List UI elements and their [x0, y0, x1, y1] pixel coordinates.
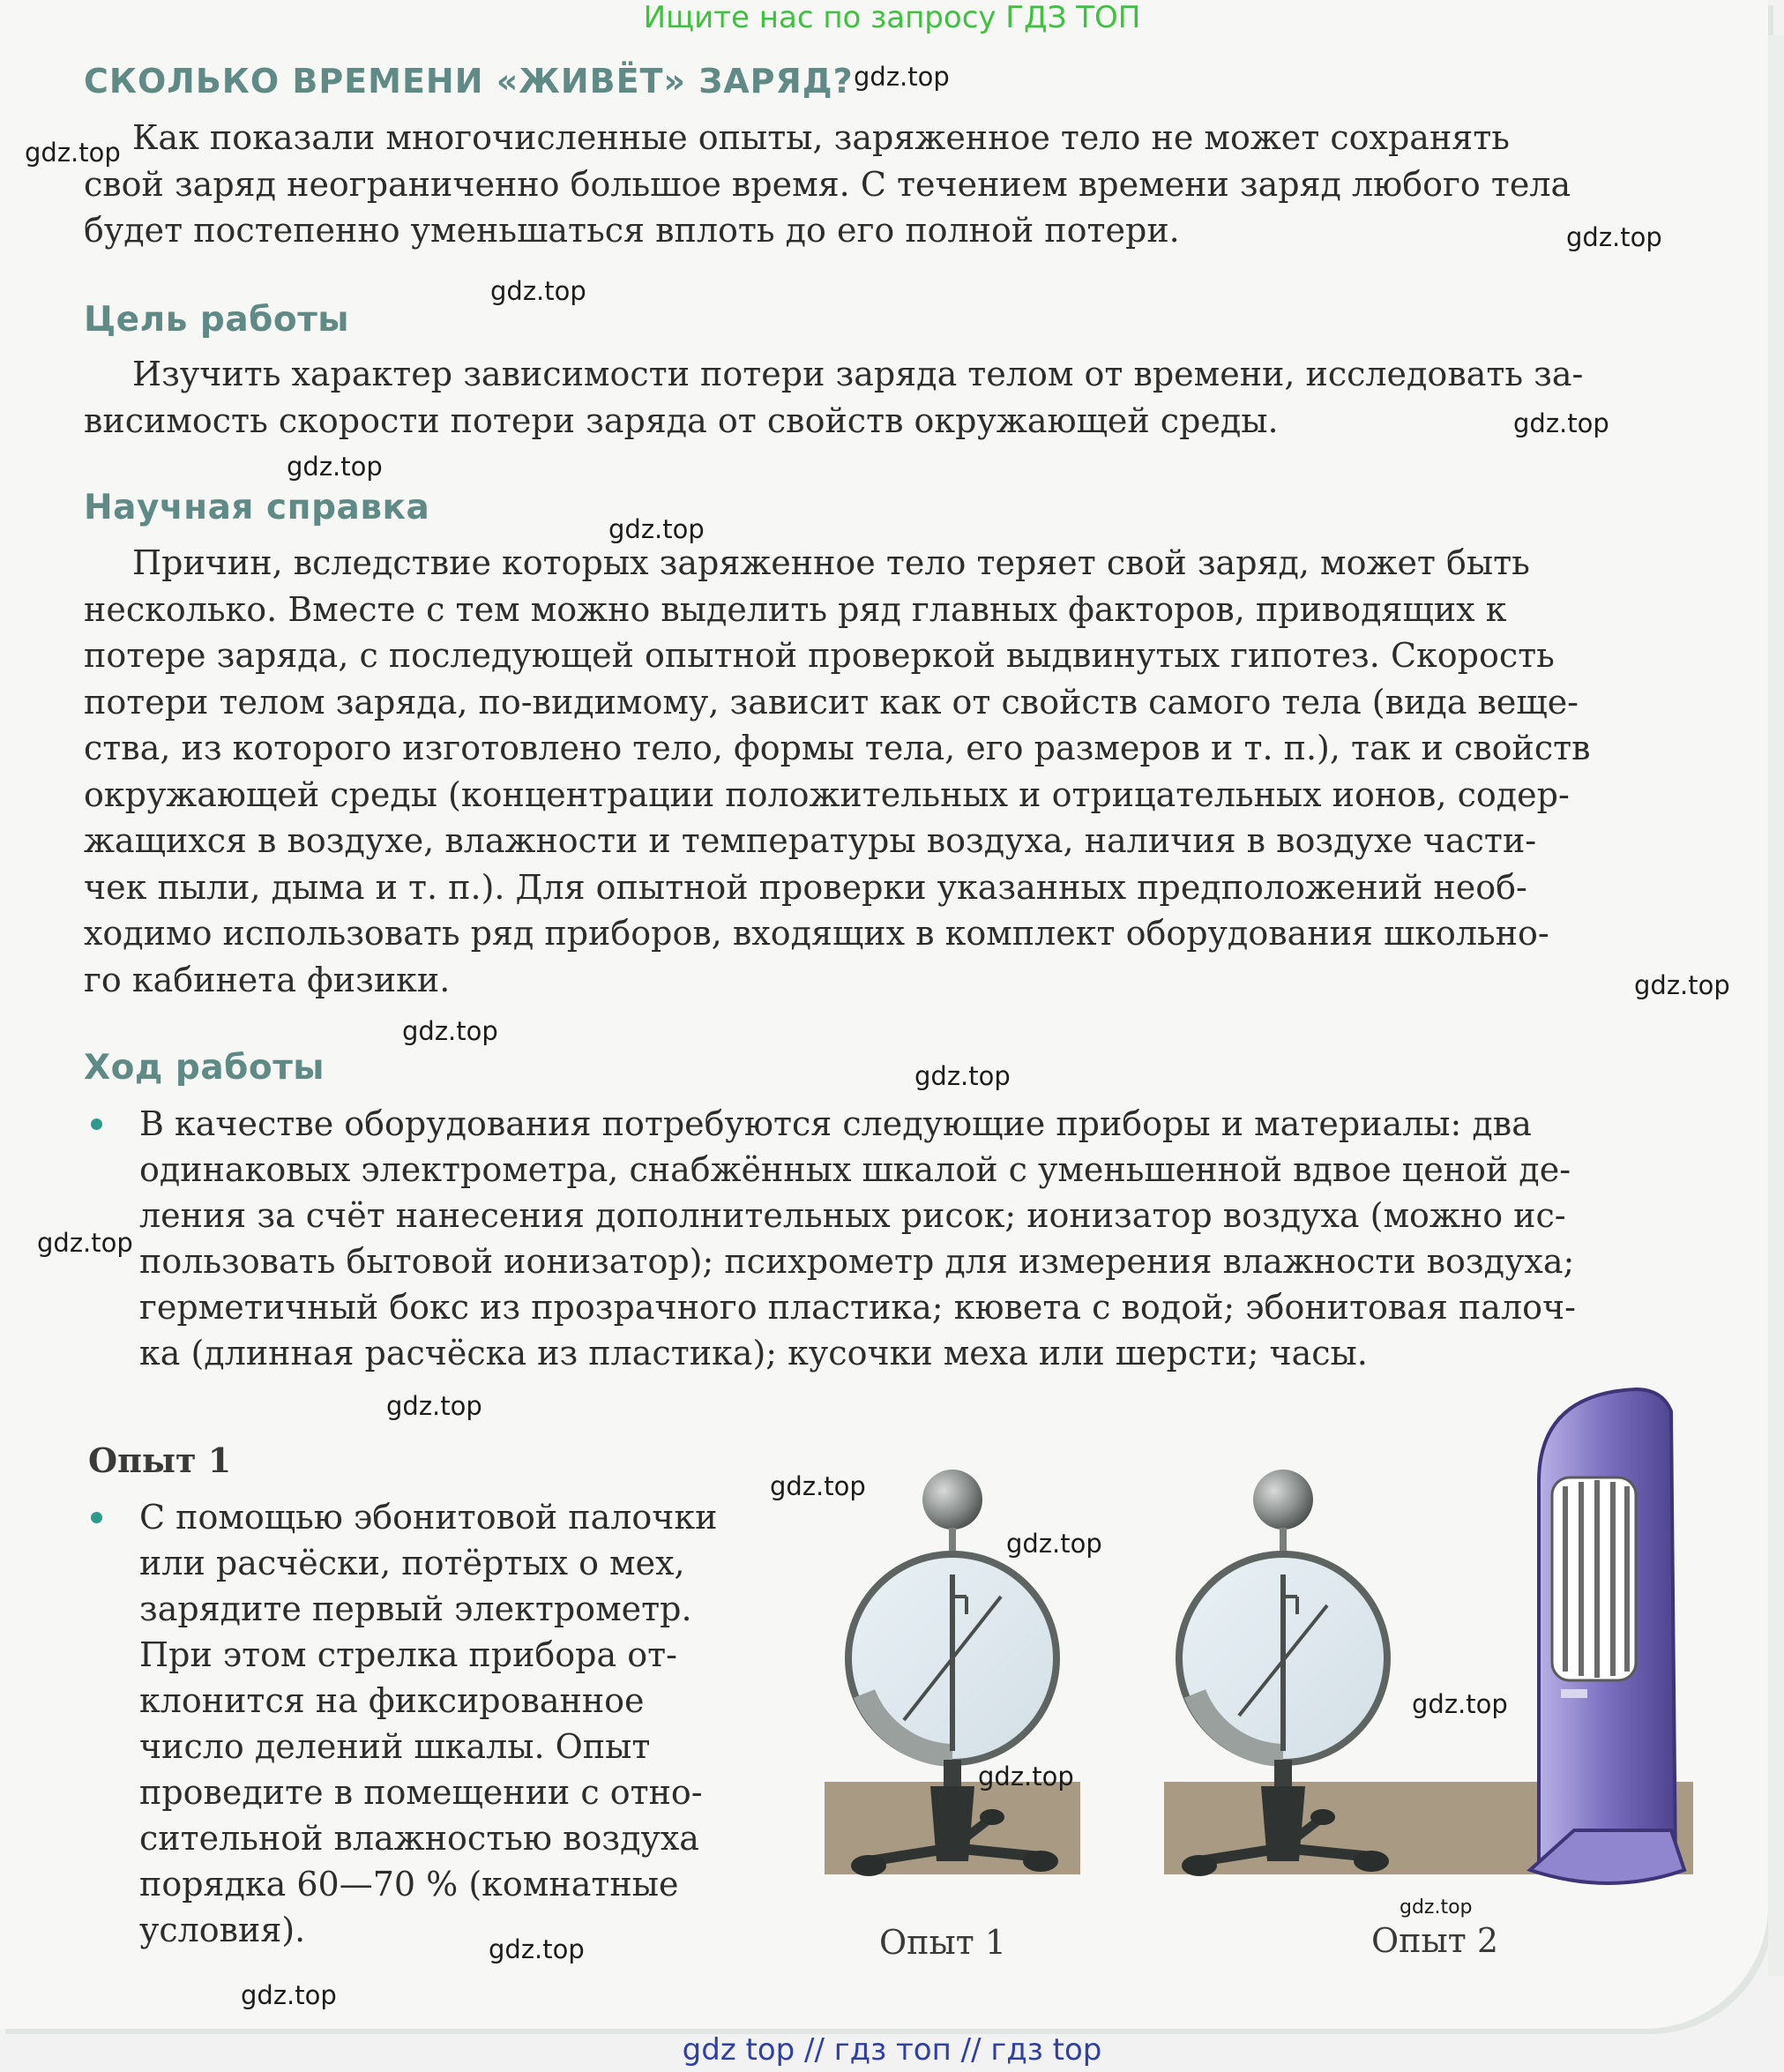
reference-line: чек пыли, дыма и т. п.). Для опытной проверки указанных предположений необ-	[84, 867, 1527, 907]
watermark: gdz.top	[241, 1980, 337, 2010]
reference-line: ходимо использовать ряд приборов, входящих в комплект оборудования школьно-	[84, 914, 1549, 953]
watermark: gdz.top	[386, 1391, 482, 1421]
watermark: gdz.top	[287, 452, 383, 482]
intro-line: свой заряд неограниченно большое время. С течением времени заряд любого тела	[84, 164, 1571, 204]
watermark: gdz.top	[914, 1061, 1011, 1091]
procedure-line: В качестве оборудования потребуются следующие приборы и материалы: два	[139, 1104, 1532, 1143]
procedure-item	[84, 1101, 1689, 1376]
top-banner[interactable]: Ищите нас по запросу ГДЗ ТОП	[643, 0, 1141, 35]
bullet-icon	[91, 1512, 102, 1523]
goal-paragraph	[84, 351, 1689, 444]
electrometer-ball	[1253, 1470, 1313, 1530]
intro-line: Как показали многочисленные опыты, заряженное тело не может сохранять	[132, 118, 1510, 157]
electrometer-ball	[922, 1470, 982, 1530]
bullet-icon	[91, 1118, 102, 1130]
figure1-caption: Опыт 1	[879, 1923, 1007, 1962]
procedure-line: ления за счёт нанесения дополнительных рисок; ионизатор воздуха (можно ис-	[139, 1196, 1566, 1235]
reference-line: окружающей среды (концентрации положительных и отрицательных ионов, содер-	[84, 774, 1570, 814]
watermark: gdz.top	[1006, 1529, 1102, 1559]
section-title: СКОЛЬКО ВРЕМЕНИ «ЖИВЁТ» ЗАРЯД?	[84, 62, 854, 101]
goal-line: Изучить характер зависимости потери заряда телом от времени, исследовать за-	[132, 355, 1584, 393]
experiment1-line: При этом стрелка прибора от-	[139, 1635, 677, 1674]
reference-line: жащихся в воздухе, влажности и температуры воздуха, наличия в воздухе части-	[84, 821, 1537, 860]
reference-line: потере заряда, с последующей опытной проверкой выдвинутых гипотез. Скорость	[84, 636, 1555, 675]
experiment1-line: условия).	[139, 1911, 306, 1949]
procedure-heading: Ход работы	[84, 1048, 325, 1088]
procedure-line: герметичный бокс из прозрачного пластика; кювета с водой; эбонитовая палоч-	[139, 1288, 1576, 1327]
watermark: gdz.top	[854, 62, 950, 92]
reference-line: ства, из которого изготовлено тело, формы тела, его размеров и т. п.), так и свойств	[84, 729, 1591, 767]
watermark: gdz.top	[1566, 222, 1662, 252]
experiment1-line: или расчёски, потёртых о мех,	[139, 1544, 685, 1582]
reference-heading: Научная справка	[84, 488, 430, 527]
experiment1-line: зарядите первый электрометр.	[139, 1590, 692, 1628]
watermark: gdz.top	[402, 1016, 498, 1046]
reference-line: Причин, вследствие которых заряженное тело теряет свой заряд, может быть	[132, 543, 1530, 582]
watermark: gdz.top	[37, 1228, 133, 1258]
watermark: gdz.top	[1412, 1689, 1508, 1719]
procedure-line: ка (длинная расчёска из пластика); кусочки меха или шерсти; часы.	[139, 1334, 1368, 1373]
watermark: gdz.top	[1634, 970, 1730, 1000]
experiment1-line: С помощью эбонитовой палочки	[139, 1498, 718, 1537]
experiment1-item	[84, 1494, 776, 1953]
goal-heading: Цель работы	[84, 300, 350, 340]
watermark: gdz.top	[770, 1471, 866, 1501]
reference-line: несколько. Вместе с тем можно выделить ряд главных факторов, приводящих к	[84, 589, 1507, 629]
air-ionizer	[1530, 1389, 1684, 1883]
watermark: gdz.top	[490, 276, 586, 306]
reference-line: потери телом заряда, по-видимому, зависит как от свойств самого тела (вида веще-	[84, 682, 1579, 722]
experiment1-line: клонится на фиксированное	[139, 1681, 645, 1720]
intro-line: будет постепенно уменьшаться вплоть до его полной потери.	[84, 211, 1180, 250]
bottom-banner[interactable]: gdz top // гдз топ // гдз top	[682, 2032, 1102, 2068]
intro-paragraph	[84, 115, 1689, 254]
watermark: gdz.top	[489, 1934, 585, 1964]
procedure-line: одинаковых электрометра, снабжённых шкалой с уменьшенной вдвое ценой де-	[139, 1150, 1571, 1189]
procedure-line: пользовать бытовой ионизатор); психрометр для измерения влажности воздуха;	[139, 1242, 1575, 1281]
figure2-caption: Опыт 2	[1371, 1921, 1499, 1960]
watermark: gdz.top	[978, 1762, 1074, 1791]
electrometer-figure-1	[820, 1447, 1085, 1905]
experiment1-line: проведите в помещении с отно-	[139, 1773, 703, 1812]
watermark: gdz.top	[1400, 1896, 1473, 1919]
electrometer-figure-2	[1160, 1376, 1698, 1905]
experiment1-line: порядка 60—70 % (комнатные	[139, 1865, 679, 1904]
procedure-list	[84, 1101, 1689, 1376]
watermark: gdz.top	[25, 138, 121, 168]
reference-paragraph	[84, 540, 1689, 1003]
page-edge	[1768, 35, 1784, 1976]
experiment1-heading: Опыт 1	[88, 1440, 232, 1480]
watermark: gdz.top	[608, 514, 705, 544]
watermark: gdz.top	[1513, 408, 1609, 438]
experiment1-list	[84, 1494, 776, 1953]
experiment1-line: число делений шкалы. Опыт	[139, 1727, 651, 1766]
reference-line: го кабинета физики.	[84, 960, 451, 999]
experiment1-line: сительной влажностью воздуха	[139, 1819, 699, 1858]
goal-line: висимость скорости потери заряда от свойств окружающей среды.	[84, 400, 1279, 440]
